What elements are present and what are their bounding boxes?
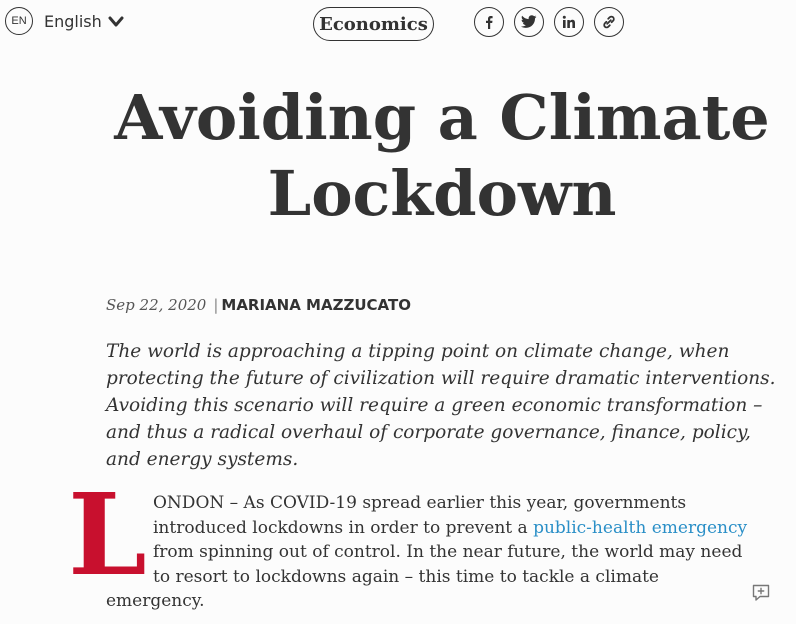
facebook-icon[interactable]: [474, 7, 504, 37]
twitter-icon[interactable]: [514, 7, 544, 37]
body-text-end: from spinning out of control. In the near future, the world may need to resort to lockdowns again – this time to tackle a climate emergency.: [106, 542, 743, 611]
body-text-start: ONDON – As COVID-19 spread earlier this year, governments introduced lockdowns in order to prevent a: [153, 493, 687, 538]
article-title: Avoiding a Climate Lockdown: [114, 81, 770, 230]
social-share-bar: [474, 7, 624, 37]
drop-cap: L: [68, 470, 147, 601]
author-name-link[interactable]: MARIANA MAZZUCATO: [221, 296, 411, 314]
article-summary: The world is approaching a tipping point on climate change, when protecting the future of civilization will require dramatic interventions. Avoiding this scenario will require a green economic transformation – and thus a radical overhaul of corporate governance, finance, policy, and energy systems.: [106, 341, 776, 470]
language-label: English: [44, 11, 102, 31]
language-code-badge: EN: [5, 7, 33, 35]
publish-date: Sep 22, 2020: [106, 296, 207, 314]
chevron-down-icon: [108, 16, 124, 28]
add-comment-button[interactable]: [751, 583, 771, 608]
comment-plus-icon: [751, 583, 771, 603]
article-body-paragraph: [68, 470, 756, 614]
linkedin-icon[interactable]: [554, 7, 584, 37]
language-selector[interactable]: [5, 7, 124, 35]
topic-tag-button[interactable]: Economics: [313, 7, 434, 41]
byline: [106, 296, 411, 314]
public-health-emergency-link[interactable]: public-health emergency: [533, 517, 748, 538]
link-icon[interactable]: [594, 7, 624, 37]
byline-separator: |: [213, 296, 219, 314]
